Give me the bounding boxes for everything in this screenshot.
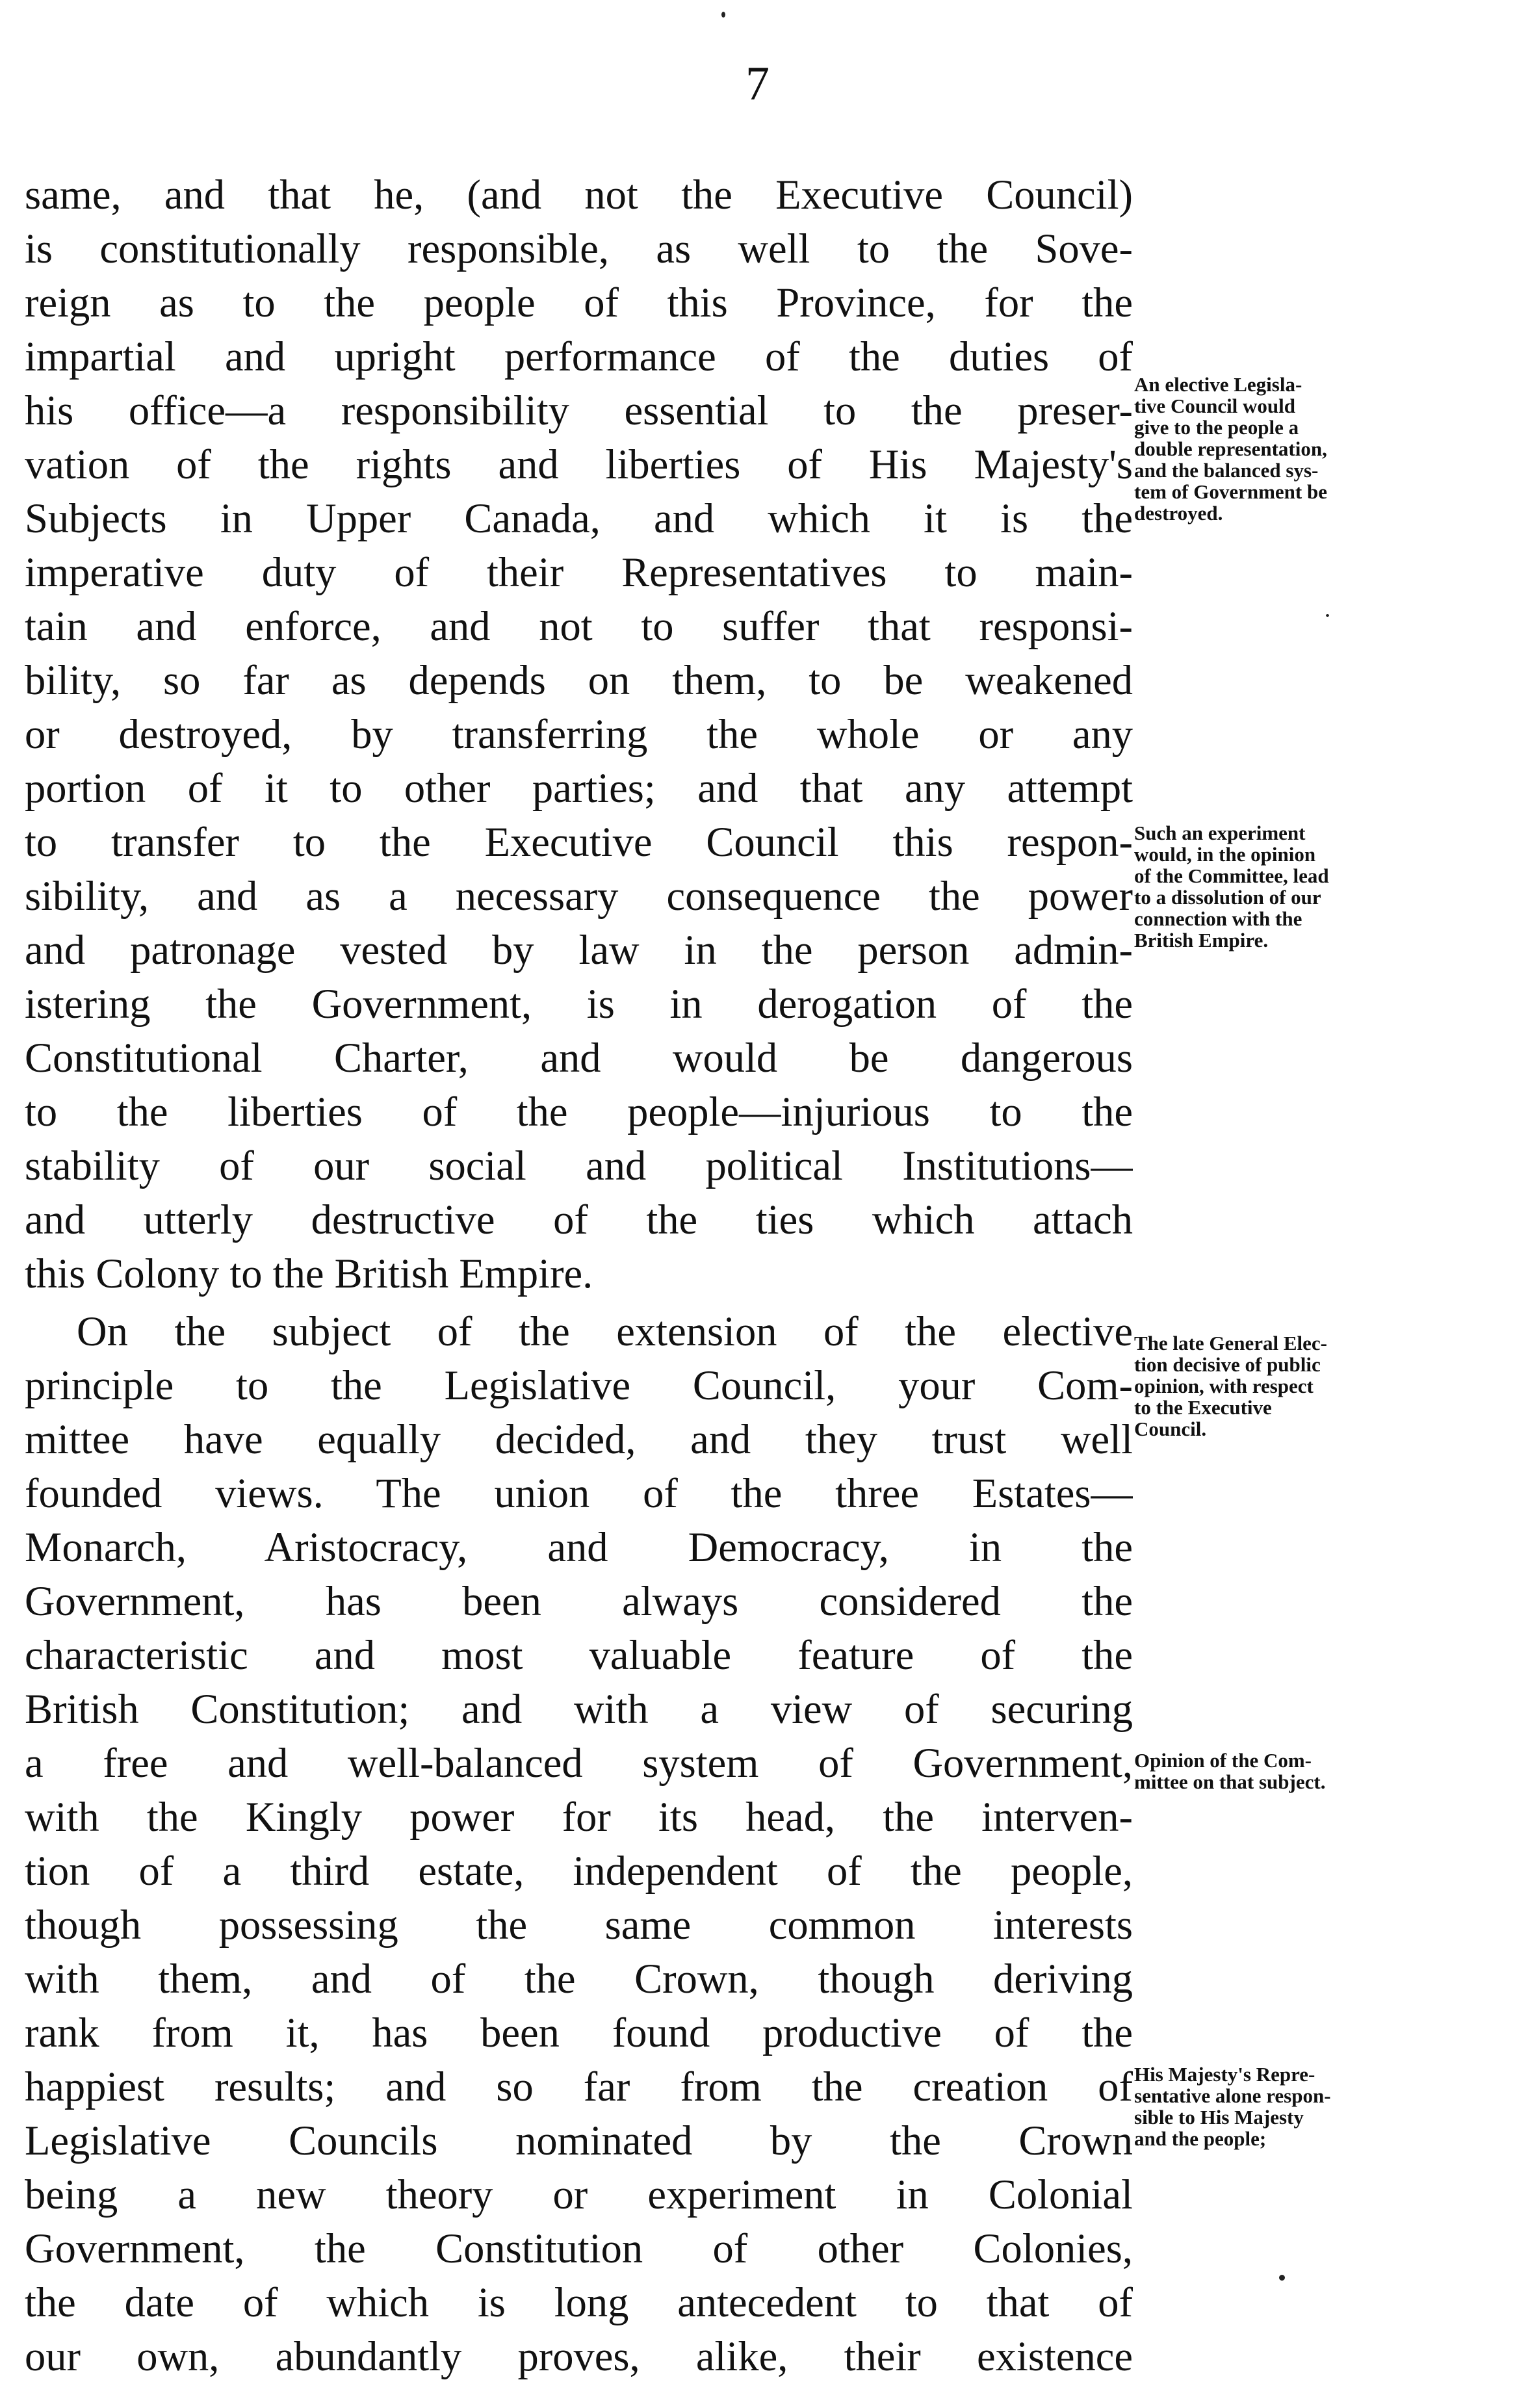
text-line: impartial and upright performance of the duties of [25,333,1133,380]
text-line: On the subject of the extension of the elective [77,1308,1133,1354]
text-line: happiest results; and so far from the creation of [25,2064,1133,2110]
text-line: is constitutionally responsible, as well to the Sove- [25,226,1133,272]
margin-note-line: connection with the [1134,907,1302,930]
body-paragraph-1 [25,168,1133,1301]
text-line: our own, abundantly proves, alike, their existence [25,2333,1133,2379]
print-speck [721,12,725,18]
text-line: the date of which is long antecedent to that of [25,2279,1133,2325]
margin-note-2 [1134,822,1472,951]
margin-note-line: tion decisive of public [1134,1353,1321,1376]
margin-note-1 [1134,374,1472,524]
margin-note-line: Council. [1134,1418,1207,1440]
margin-note-line: The late General Elec- [1134,1332,1327,1354]
text-line: being a new theory or experiment in Colonial [25,2171,1133,2218]
text-line: this Colony to the British Empire. [25,1250,593,1297]
text-line: and patronage vested by law in the person admin- [25,927,1133,973]
margin-note-line: tive Council would [1134,395,1296,417]
margin-note-line: His Majesty's Repre- [1134,2063,1315,2086]
text-line: imperative duty of their Representatives to main- [25,549,1133,595]
text-line: to transfer to the Executive Council this respon- [25,819,1133,865]
margin-note-line: British Empire. [1134,929,1269,952]
print-speck [1326,614,1329,617]
page-number: 7 [745,57,770,110]
text-line: principle to the Legislative Council, your Com- [25,1362,1133,1408]
text-line: or destroyed, by transferring the whole or any [25,711,1133,757]
margin-note-line: sible to His Majesty [1134,2106,1304,2129]
margin-note-line: would, in the opinion [1134,843,1316,866]
print-speck [1279,2275,1285,2281]
margin-note-line: double representation, [1134,437,1327,460]
text-line: tain and enforce, and not to suffer that responsi- [25,603,1133,649]
text-line: Constitutional Charter, and would be dangerous [25,1035,1133,1081]
text-line: Legislative Councils nominated by the Crown [25,2117,1133,2164]
text-line: istering the Government, is in derogation of the [25,981,1133,1027]
text-line: British Constitution; and with a view of securing [25,1686,1133,1732]
margin-note-line: give to the people a [1134,416,1299,439]
text-line: mittee have equally decided, and they trust well [25,1416,1133,1462]
margin-note-line: of the Committee, lead [1134,864,1329,887]
margin-note-5 [1134,2064,1472,2149]
text-line: characteristic and most valuable feature of the [25,1632,1133,1678]
margin-note-line: and the balanced sys- [1134,459,1319,482]
text-line: stability of our social and political Institutions— [25,1143,1133,1189]
text-line: with them, and of the Crown, though deriving [25,1956,1133,2002]
margin-note-line: Such an experiment [1134,822,1306,844]
margin-note-line: and the people; [1134,2127,1267,2150]
margin-note-line: to the Executive [1134,1396,1272,1419]
text-line: tion of a third estate, independent of the people, [25,1848,1133,1894]
text-line: founded views. The union of the three Estates— [25,1470,1133,1516]
text-line: portion of it to other parties; and that any attempt [25,765,1133,811]
text-line: rank from it, has been found productive of the [25,2010,1133,2056]
text-line: bility, so far as depends on them, to be weakened [25,657,1133,703]
text-line: same, and that he, (and not the Executive Council) [25,172,1133,218]
body-paragraph-2 [25,1304,1133,2383]
margin-note-line: mittee on that subject. [1134,1770,1326,1793]
text-line: Monarch, Aristocracy, and Democracy, in the [25,1524,1133,1570]
text-line: and utterly destructive of the ties which attach [25,1197,1133,1243]
margin-note-line: Opinion of the Com- [1134,1749,1312,1772]
margin-note-line: to a dissolution of our [1134,886,1321,909]
text-line: with the Kingly power for its head, the interven- [25,1794,1133,1840]
text-line: sibility, and as a necessary consequence the power [25,873,1133,919]
margin-note-line: destroyed. [1134,502,1223,524]
margin-note-4 [1134,1750,1472,1793]
text-line: Government, the Constitution of other Colonies, [25,2225,1133,2272]
text-line: Government, has been always considered the [25,1578,1133,1624]
text-line: Subjects in Upper Canada, and which it is the [25,495,1133,541]
margin-note-line: sentative alone respon- [1134,2084,1331,2107]
text-line: to the liberties of the people—injurious to the [25,1089,1133,1135]
margin-note-line: An elective Legisla- [1134,373,1302,396]
text-line: vation of the rights and liberties of His Majesty's [25,441,1133,487]
text-line: reign as to the people of this Province, for the [25,279,1133,326]
margin-note-line: tem of Government be [1134,480,1327,503]
text-line: though possessing the same common interests [25,1902,1133,1948]
text-line: his office—a responsibility essential to the preser- [25,387,1133,434]
text-line: a free and well-balanced system of Government, [25,1740,1133,1786]
margin-note-3 [1134,1332,1472,1440]
margin-note-line: opinion, with respect [1134,1375,1314,1397]
